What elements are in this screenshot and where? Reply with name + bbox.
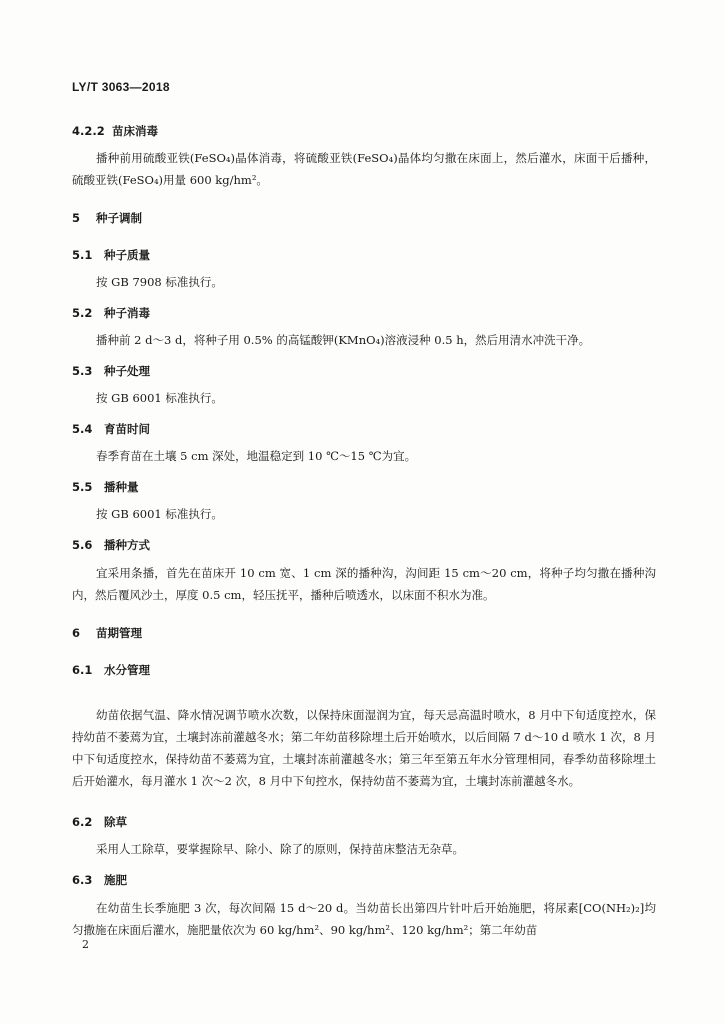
page-header: LY/T 3063—2018 [72,80,170,94]
section-heading-5-1 [72,248,150,262]
section-heading-5-2 [72,306,150,320]
section-heading-5-4 [72,422,150,436]
section-heading-5-3 [72,364,150,378]
section-number: 5.3 [72,364,93,378]
section-number: 4.2.2 [72,124,105,138]
section-heading-6-2 [72,815,127,829]
section-title: 播种量 [104,480,139,494]
section-heading-6-3 [72,873,127,887]
section-number: 5 [72,211,81,225]
paragraph: 按 GB 6001 标准执行。 [96,391,223,405]
section-number: 5.1 [72,248,93,262]
section-number: 6.1 [72,663,93,677]
section-number: 6.3 [72,873,93,887]
section-title: 苗期管理 [96,626,142,640]
paragraph: 采用人工除草，要掌握除早、除小、除了的原则，保持苗床整洁无杂草。 [96,842,464,856]
section-number: 5.2 [72,306,93,320]
section-title: 水分管理 [104,663,150,677]
section-number: 6.2 [72,815,93,829]
section-title: 施肥 [104,873,127,887]
paragraph: 幼苗依据气温、降水情况调节喷水次数，以保持床面湿润为宜，每天忌高温时喷水，8 月中下旬适度控水，保持幼苗不萎蔫为宜，土壤封冻前灌越冬水；第二年幼苗移除埋土后开始喷水，以后间隔 7 d～10 d 喷水 1 次，8 月中下旬适度控水，保持幼苗不萎蔫为宜，土壤封冻前灌越冬水；第三年至第五年水分管理相同，春季幼苗移除埋土后开始灌水，每月灌水 1 次～2 次，8 月中下旬控水，保持幼苗不萎蔫为宜，土壤封冻前灌越冬水。 [72,708,656,788]
section-heading-5 [72,211,142,225]
paragraph: 播种前用硫酸亚铁(FeSO₄)晶体消毒，将硫酸亚铁(FeSO₄)晶体均匀撒在床面上，然后灌水，床面干后播种，硫酸亚铁(FeSO₄)用量 600 kg/hm²。 [72,151,656,187]
section-title: 种子处理 [104,364,150,378]
section-heading-6 [72,626,142,640]
section-title: 除草 [104,815,127,829]
section-title: 苗床消毒 [112,124,158,138]
paragraph: 按 GB 7908 标准执行。 [96,275,223,289]
section-heading-5-6 [72,538,150,552]
section-heading-4-2-2 [72,124,158,138]
section-number: 5.6 [72,538,93,552]
section-title: 种子消毒 [104,306,150,320]
section-title: 播种方式 [104,538,150,552]
section-title: 种子调制 [96,211,142,225]
section-title: 种子质量 [104,248,150,262]
section-heading-5-5 [72,480,139,494]
section-number: 5.5 [72,480,93,494]
paragraph: 按 GB 6001 标准执行。 [96,507,223,521]
section-number: 6 [72,626,81,640]
page-number: 2 [82,938,89,951]
paragraph: 宜采用条播，首先在苗床开 10 cm 宽、1 cm 深的播种沟，沟间距 15 cm～20 cm，将种子均匀撒在播种沟内，然后覆风沙土，厚度 0.5 cm，轻压抚平，播种后喷透水，以床面不积水为准。 [72,566,656,602]
paragraph: 在幼苗生长季施肥 3 次，每次间隔 15 d～20 d。当幼苗长出第四片针叶后开始施肥，将尿素[CO(NH₂)₂]均匀撒施在床面后灌水，施肥量依次为 60 kg/hm²、90 kg/hm²、120 kg/hm²；第二年幼苗 [72,901,656,937]
section-number: 5.4 [72,422,93,436]
paragraph: 春季育苗在土壤 5 cm 深处，地温稳定到 10 ℃～15 ℃为宜。 [96,449,417,463]
section-heading-6-1 [72,663,150,677]
paragraph: 播种前 2 d～3 d，将种子用 0.5% 的高锰酸钾(KMnO₄)溶液浸种 0.5 h，然后用清水冲洗干净。 [96,333,591,347]
section-title: 育苗时间 [104,422,150,436]
